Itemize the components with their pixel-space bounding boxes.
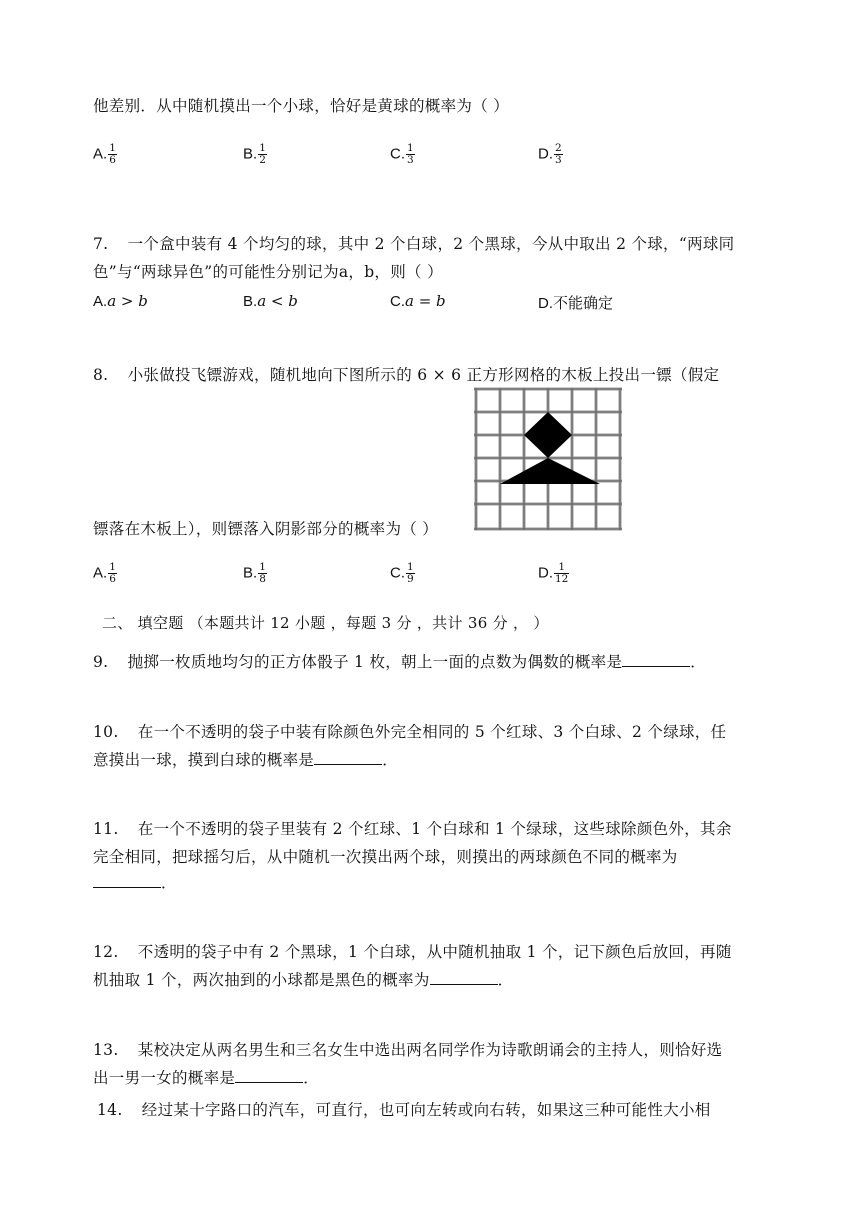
q7-option-d: D.不能确定 — [538, 295, 614, 312]
q12-line1: 12. 不透明的袋子中有 2 个黑球，1 个白球，从中随机抽取 1 个，记下颜色后放回，再随 — [93, 943, 732, 961]
q13-line1: 13. 某校决定从两名男生和三名女生中选出两名同学作为诗歌朗诵会的主持人，则恰好选 — [93, 1041, 723, 1059]
fraction: $\frac{1}{12}$ — [555, 561, 569, 585]
question-number: 9. — [93, 653, 109, 671]
q8-option-b: B. $\frac{1}{8}$ — [243, 561, 266, 585]
question-number: 8. — [93, 366, 109, 384]
q10-line1: 10. 在一个不透明的袋子中装有除颜色外完全相同的 5 个红球、3 个白球、2 个绿球，任 — [93, 723, 727, 741]
q6-option-a: A. $\frac{1}{6}$ — [93, 142, 116, 166]
q11-line2: 完全相同，把球摇匀后，从中随机一次摸出两个球，则摸出的两球颜色不同的概率为 — [93, 848, 678, 866]
answer-blank[interactable] — [235, 1068, 303, 1083]
fraction: $\frac{1}{3}$ — [407, 142, 414, 166]
answer-blank[interactable] — [93, 873, 161, 888]
q6-option-d: D. $\frac{2}{3}$ — [538, 142, 562, 166]
fraction: $\frac{1}{6}$ — [109, 142, 116, 166]
q6-option-c: C. $\frac{1}{3}$ — [390, 142, 414, 166]
question-number: 13. — [93, 1041, 119, 1059]
q8-option-c: C. $\frac{1}{9}$ — [390, 561, 414, 585]
q12-line2: 机抽取 1 个，两次抽到的小球都是黑色的概率为 ． — [93, 971, 514, 989]
q8-option-a: A. $\frac{1}{6}$ — [93, 561, 116, 585]
dartboard-grid-figure — [472, 385, 624, 533]
question-number: 7. — [93, 235, 109, 253]
q11-line3: ． — [93, 871, 177, 893]
answer-blank[interactable] — [622, 652, 690, 667]
q7-line2: 色”与“两球异色”的可能性分别记为a，b，则（ ） — [93, 263, 443, 281]
q8-line1: 8. 小张做投飞镖游戏，随机地向下图所示的 6 × 6 正方形网格的木板上投出一镖（假定 — [93, 366, 720, 384]
q10-line2: 意摸出一球，摸到白球的概率是 ． — [93, 751, 399, 769]
question-number: 12. — [93, 943, 119, 961]
q8-option-d: D. $\frac{1}{12}$ — [538, 561, 569, 585]
q11-line1: 11. 在一个不透明的袋子里装有 2 个红球、1 个白球和 1 个绿球，这些球除颜色外，其余 — [93, 820, 732, 838]
fraction: $\frac{1}{6}$ — [109, 561, 116, 585]
q8-line2: 镖落在木板上），则镖落入阴影部分的概率为（ ） — [93, 520, 439, 538]
q9-line1: 9. 抛掷一枚质地均匀的正方体骰子 1 枚，朝上一面的点数为偶数的概率是 ． — [93, 653, 707, 671]
q14-line1: 14. 经过某十字路口的汽车，可直行，也可向左转或向右转，如果这三种可能性大小相 — [97, 1101, 711, 1119]
q6-text: 他差别．从中随机摸出一个小球，恰好是黄球的概率为（ ） — [93, 97, 510, 115]
question-number: 10. — [93, 723, 119, 741]
answer-blank[interactable] — [430, 970, 498, 985]
q7-option-c: C.a = b — [390, 292, 446, 310]
q6-option-b: B. $\frac{1}{2}$ — [243, 142, 266, 166]
question-number: 11. — [93, 820, 119, 838]
section-heading: 二、 填空题 （本题共计 12 小题 ，每题 3 分 ，共计 36 分 ， ） — [102, 614, 549, 632]
fraction: $\frac{1}{9}$ — [407, 561, 414, 585]
question-number: 14. — [97, 1101, 123, 1119]
q7-line1: 7. 一个盒中装有 4 个均匀的球，其中 2 个白球，2 个黑球，今从中取出 2 个球，“两球同 — [93, 235, 735, 253]
fraction: $\frac{1}{2}$ — [259, 142, 266, 166]
q7-option-b: B.a < b — [243, 292, 298, 310]
q13-line2: 出一男一女的概率是 ． — [93, 1069, 320, 1087]
fraction: $\frac{2}{3}$ — [555, 142, 562, 166]
answer-blank[interactable] — [314, 750, 382, 765]
q7-option-a: A.a > b — [93, 292, 148, 310]
fraction: $\frac{1}{8}$ — [259, 561, 266, 585]
